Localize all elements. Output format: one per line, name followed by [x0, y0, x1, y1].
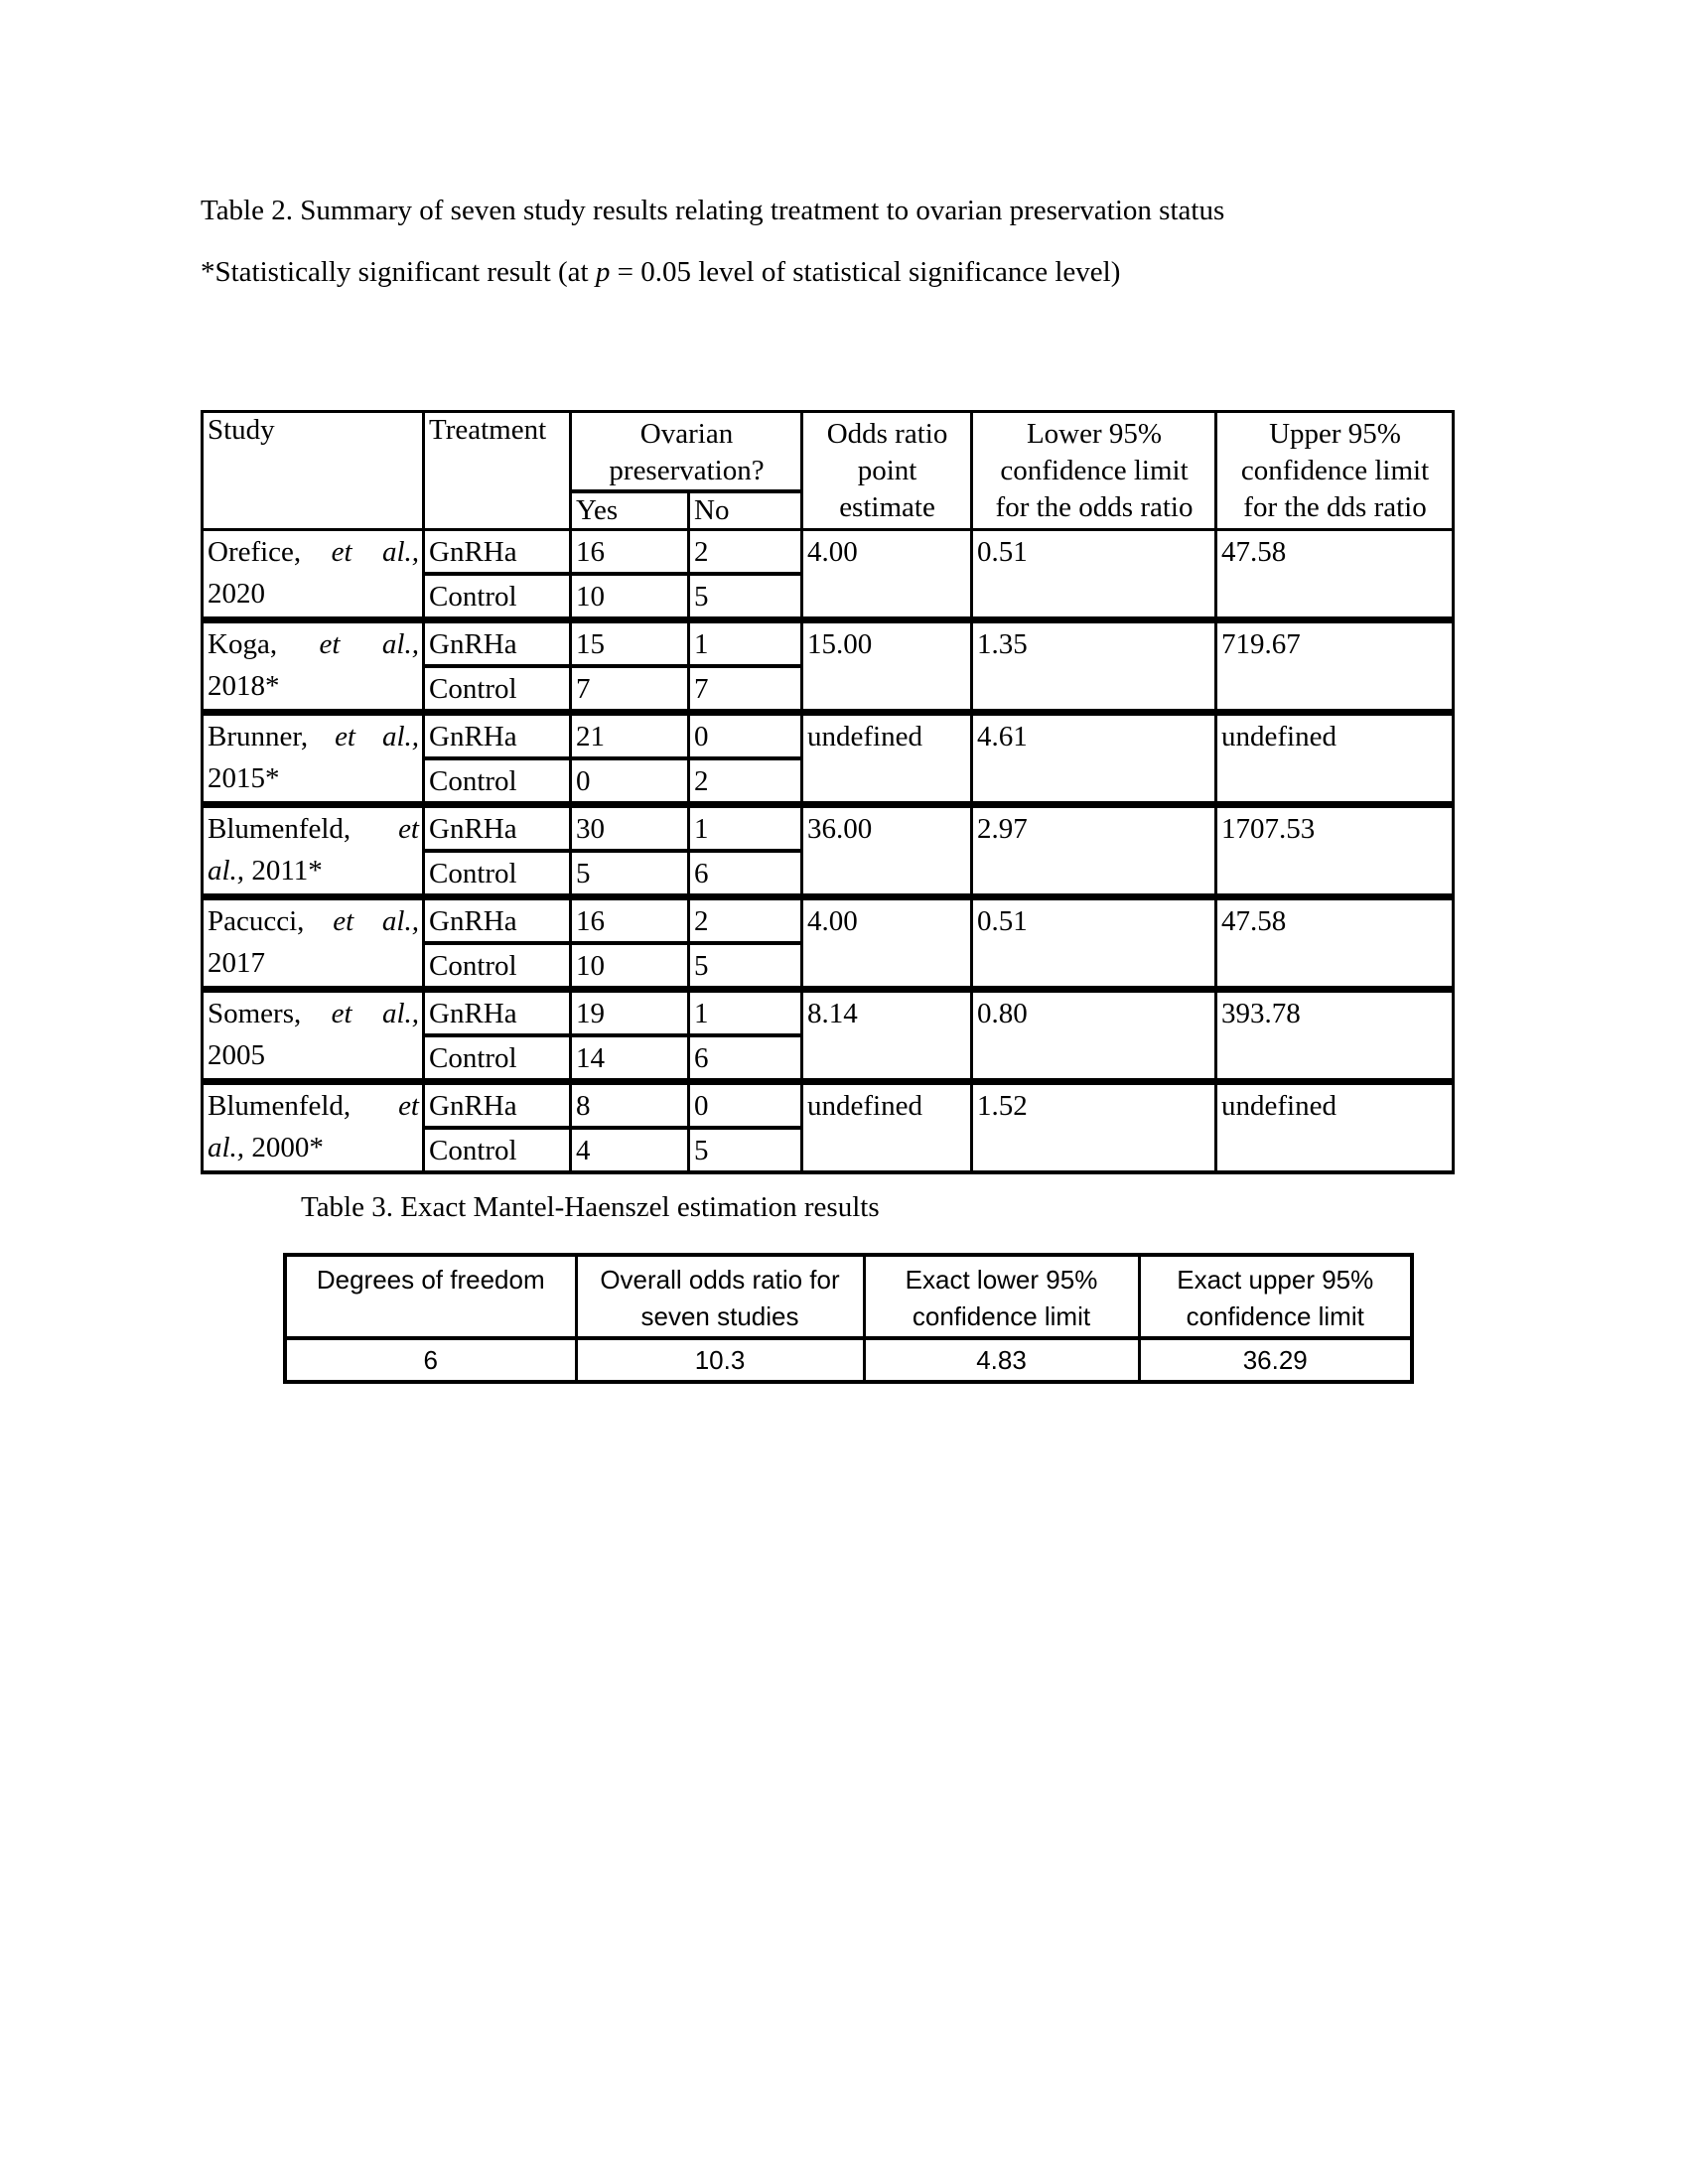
study-name-word: 2000*	[244, 1131, 324, 1163]
study-name-line1	[208, 993, 419, 1034]
table2-header-ovarian-preservation: Ovarian preservation?	[571, 412, 802, 492]
study-name-line2	[208, 942, 419, 984]
no-count-cell: 6	[689, 851, 802, 897]
study-name-word: al.,	[381, 720, 419, 752]
no-count-cell: 1	[689, 989, 802, 1035]
study-name-line2	[208, 757, 419, 799]
no-count-cell: 0	[689, 712, 802, 758]
study-cell	[203, 529, 424, 619]
yes-count-cell: 8	[571, 1081, 689, 1128]
study-name-word: al.,	[381, 627, 419, 660]
yes-count-cell: 5	[571, 851, 689, 897]
yes-count-cell: 21	[571, 712, 689, 758]
no-count-cell: 2	[689, 758, 802, 805]
study-cell	[203, 896, 424, 989]
yes-count-cell: 16	[571, 896, 689, 943]
treatment-cell: Control	[424, 943, 571, 990]
table2-row	[203, 619, 1454, 666]
study-name-line2	[208, 1127, 419, 1168]
table2-row	[203, 1081, 1454, 1128]
study-name-word: et	[335, 720, 355, 752]
yes-count-cell: 19	[571, 989, 689, 1035]
table3-value-cell: 36.29	[1139, 1338, 1412, 1382]
table2-header-no: No	[689, 491, 802, 529]
study-name-line1	[208, 623, 419, 665]
table2-header-treatment: Treatment	[424, 412, 571, 530]
study-name-word: Brunner,	[208, 720, 309, 752]
study-name-word: 2017	[208, 946, 265, 979]
study-name-word: Somers,	[208, 997, 302, 1029]
lower-ci-cell: 2.97	[972, 804, 1216, 896]
study-name-word: Blumenfeld,	[208, 812, 352, 845]
study-name-word: 2015*	[208, 761, 280, 794]
lower-ci-cell: 1.52	[972, 1081, 1216, 1172]
study-name-line1	[208, 531, 419, 573]
study-cell	[203, 619, 424, 712]
table2-study-results	[201, 410, 1455, 1174]
table3-container	[283, 1253, 1414, 1384]
odds-ratio-cell: 36.00	[802, 804, 972, 896]
treatment-cell: GnRHa	[424, 989, 571, 1035]
table3-value-cell: 4.83	[864, 1338, 1139, 1382]
table3-header-cell: Exact upper 95% confidence limit	[1139, 1255, 1412, 1338]
upper-ci-cell: 47.58	[1216, 529, 1454, 619]
no-count-cell: 7	[689, 666, 802, 713]
study-name-word: 2005	[208, 1038, 265, 1071]
no-count-cell: 1	[689, 804, 802, 851]
table3-caption: Table 3. Exact Mantel-Haenszel estimation results	[301, 1191, 880, 1223]
table2-header-odds-ratio: Odds ratio point estimate	[802, 412, 972, 530]
study-cell	[203, 989, 424, 1081]
study-name-word: Pacucci,	[208, 904, 305, 937]
no-count-cell: 2	[689, 896, 802, 943]
upper-ci-cell: 393.78	[1216, 989, 1454, 1081]
treatment-cell: Control	[424, 574, 571, 620]
no-count-cell: 0	[689, 1081, 802, 1128]
study-name-word: et	[331, 997, 352, 1029]
treatment-cell: Control	[424, 1128, 571, 1172]
table2-row	[203, 989, 1454, 1035]
table2-body	[203, 529, 1454, 1172]
treatment-cell: Control	[424, 851, 571, 897]
table3-body	[285, 1338, 1412, 1382]
lower-ci-cell: 1.35	[972, 619, 1216, 712]
table3-header-cell: Exact lower 95% confidence limit	[864, 1255, 1139, 1338]
no-count-cell: 2	[689, 529, 802, 574]
yes-count-cell: 0	[571, 758, 689, 805]
study-name-line1	[208, 900, 419, 942]
study-name-word: al.,	[208, 854, 245, 887]
yes-count-cell: 10	[571, 574, 689, 620]
study-name-line1	[208, 808, 419, 850]
study-name-word: Blumenfeld,	[208, 1089, 352, 1122]
treatment-cell: GnRHa	[424, 896, 571, 943]
table2-container	[201, 410, 1455, 1174]
treatment-cell: Control	[424, 758, 571, 805]
odds-ratio-cell: 4.00	[802, 529, 972, 619]
odds-ratio-cell: 4.00	[802, 896, 972, 989]
study-name-word: et	[319, 627, 341, 660]
table2-row	[203, 529, 1454, 574]
no-count-cell: 5	[689, 574, 802, 620]
table2-row	[203, 804, 1454, 851]
yes-count-cell: 10	[571, 943, 689, 990]
study-name-line2	[208, 850, 419, 891]
study-name-word: 2011*	[244, 854, 323, 887]
table3-value-cell: 10.3	[576, 1338, 864, 1382]
table3-header	[285, 1255, 1412, 1338]
upper-ci-cell: undefined	[1216, 1081, 1454, 1172]
table2-header-lower-ci: Lower 95% confidence limit for the odds ratio	[972, 412, 1216, 530]
odds-ratio-cell: 15.00	[802, 619, 972, 712]
upper-ci-cell: 1707.53	[1216, 804, 1454, 896]
table3-header-cell: Degrees of freedom	[285, 1255, 576, 1338]
study-name-line2	[208, 1034, 419, 1076]
yes-count-cell: 15	[571, 619, 689, 666]
table2-row	[203, 712, 1454, 758]
yes-count-cell: 16	[571, 529, 689, 574]
study-cell	[203, 712, 424, 804]
odds-ratio-cell: undefined	[802, 1081, 972, 1172]
table2-caption: Table 2. Summary of seven study results relating treatment to ovarian preservation status	[201, 195, 1225, 226]
study-name-word: al.,	[208, 1131, 245, 1163]
yes-count-cell: 4	[571, 1128, 689, 1172]
no-count-cell: 6	[689, 1035, 802, 1082]
treatment-cell: GnRHa	[424, 529, 571, 574]
study-name-word: Koga,	[208, 627, 278, 660]
study-name-line1	[208, 1085, 419, 1127]
yes-count-cell: 7	[571, 666, 689, 713]
study-name-word: et	[398, 1089, 419, 1122]
significance-footnote	[201, 256, 1120, 289]
treatment-cell: GnRHa	[424, 619, 571, 666]
study-name-word: et	[331, 535, 352, 568]
study-cell	[203, 1081, 424, 1172]
no-count-cell: 5	[689, 943, 802, 990]
table3-mantel-haenszel	[283, 1253, 1414, 1384]
study-name-word: al.,	[381, 904, 419, 937]
footnote-prefix: *Statistically significant result (at	[201, 256, 596, 288]
study-name-word: et	[398, 812, 419, 845]
treatment-cell: GnRHa	[424, 1081, 571, 1128]
upper-ci-cell: undefined	[1216, 712, 1454, 804]
odds-ratio-cell: 8.14	[802, 989, 972, 1081]
study-name-word: 2018*	[208, 669, 280, 702]
study-name-line2	[208, 665, 419, 707]
upper-ci-cell: 47.58	[1216, 896, 1454, 989]
table2-header	[203, 412, 1454, 530]
treatment-cell: GnRHa	[424, 712, 571, 758]
study-name-word: et	[333, 904, 354, 937]
treatment-cell: GnRHa	[424, 804, 571, 851]
odds-ratio-cell: undefined	[802, 712, 972, 804]
study-cell	[203, 804, 424, 896]
study-name-word: 2020	[208, 577, 265, 610]
table2-header-yes: Yes	[571, 491, 689, 529]
table2-header-study: Study	[203, 412, 424, 530]
table3-value-cell: 6	[285, 1338, 576, 1382]
footnote-suffix: = 0.05 level of statistical significance level)	[610, 256, 1121, 288]
yes-count-cell: 14	[571, 1035, 689, 1082]
study-name-line1	[208, 716, 419, 757]
footnote-p-symbol: p	[595, 256, 611, 288]
table2-header-upper-ci: Upper 95% confidence limit for the dds ratio	[1216, 412, 1454, 530]
no-count-cell: 1	[689, 619, 802, 666]
table3-header-cell: Overall odds ratio for seven studies	[576, 1255, 864, 1338]
treatment-cell: Control	[424, 1035, 571, 1082]
table2-row	[203, 896, 1454, 943]
lower-ci-cell: 0.51	[972, 529, 1216, 619]
lower-ci-cell: 4.61	[972, 712, 1216, 804]
study-name-word: Orefice,	[208, 535, 302, 568]
study-name-word: al.,	[381, 535, 419, 568]
lower-ci-cell: 0.80	[972, 989, 1216, 1081]
study-name-word: al.,	[381, 997, 419, 1029]
no-count-cell: 5	[689, 1128, 802, 1172]
upper-ci-cell: 719.67	[1216, 619, 1454, 712]
yes-count-cell: 30	[571, 804, 689, 851]
study-name-line2	[208, 573, 419, 614]
treatment-cell: Control	[424, 666, 571, 713]
lower-ci-cell: 0.51	[972, 896, 1216, 989]
